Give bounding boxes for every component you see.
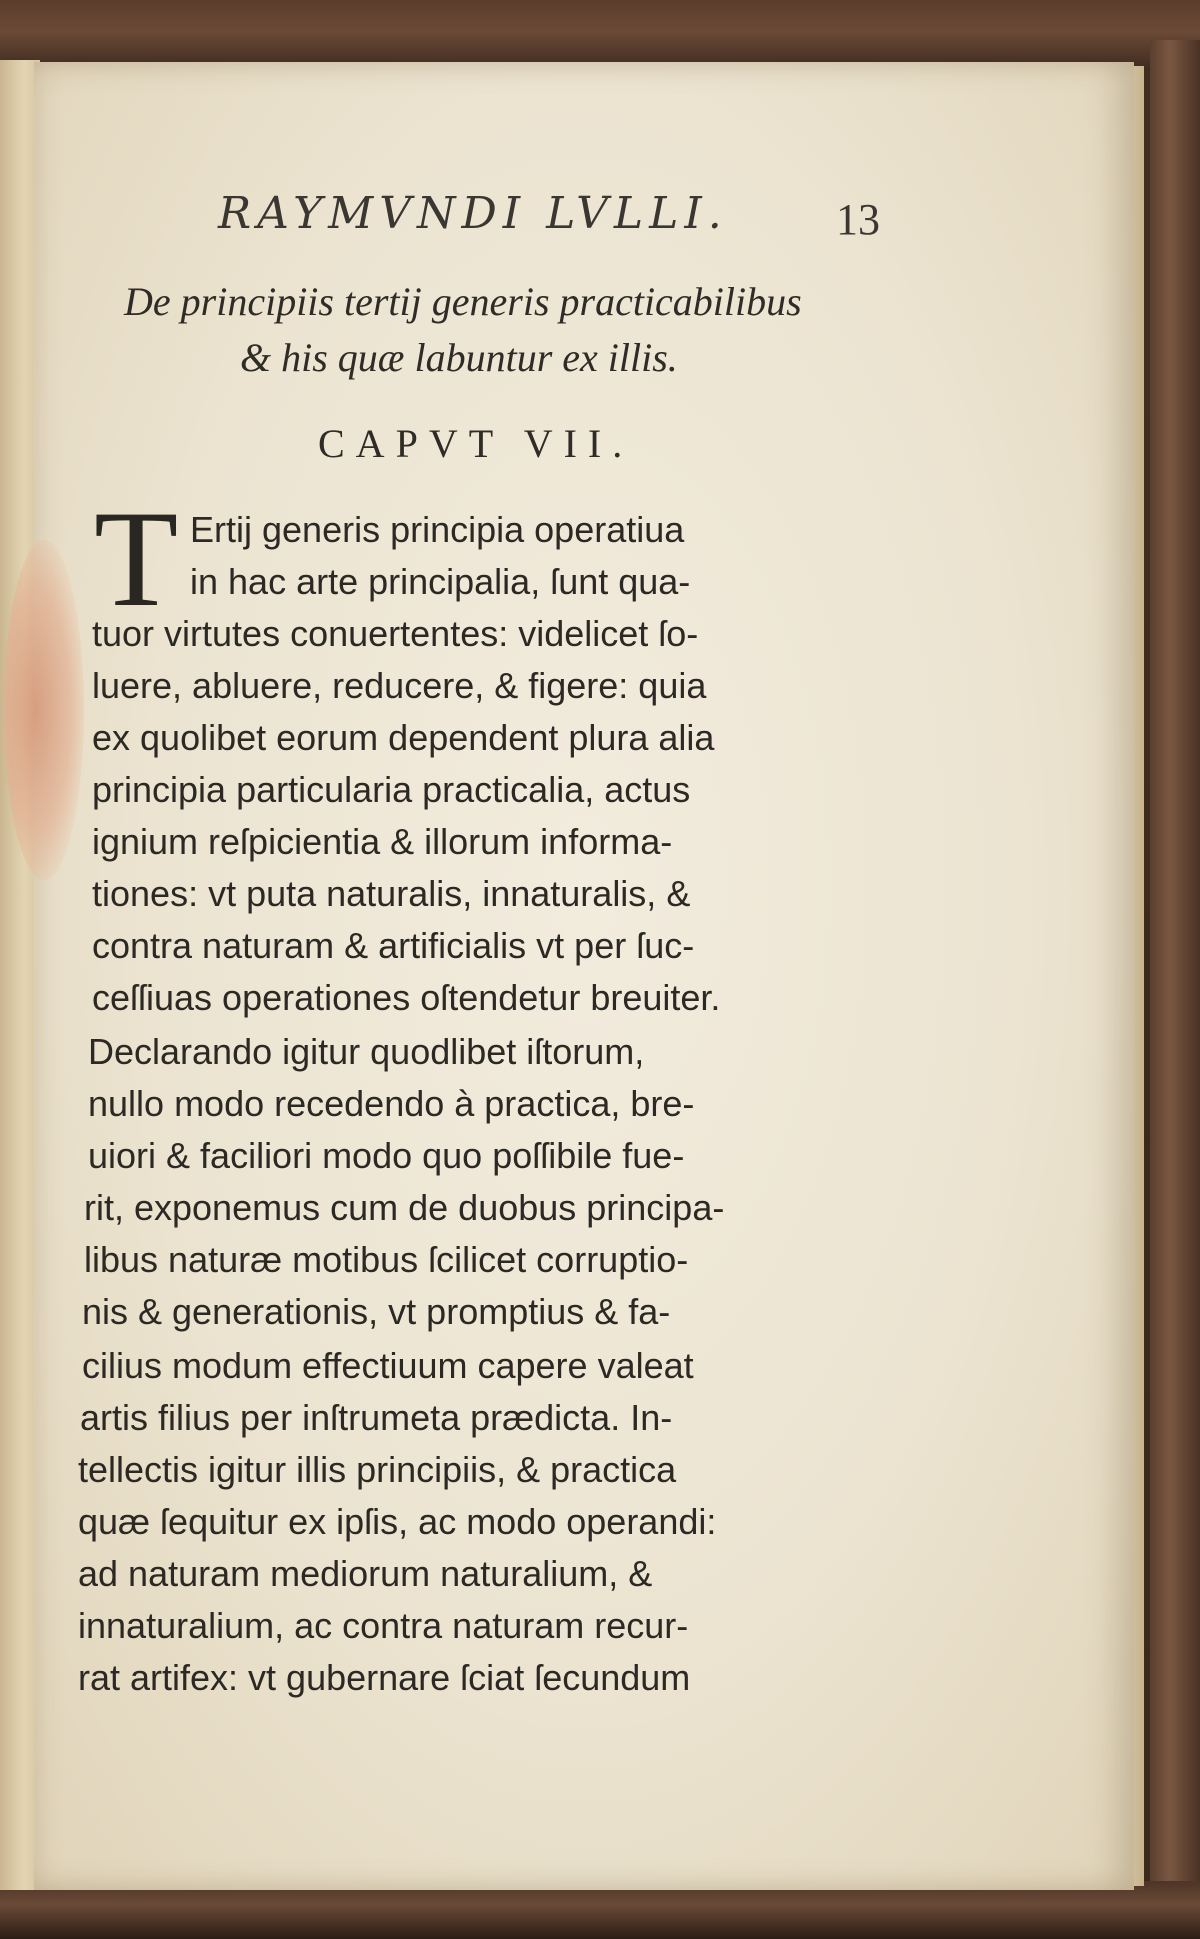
text-line: uiori & faciliori modo quo poſſibile fue- [88,1135,685,1176]
drop-cap: T [94,482,179,635]
text-line: tuor virtutes conuertentes: videlicet ſo- [92,613,699,654]
text-line: artis filius per inſtrumeta prædicta. In- [80,1397,673,1438]
text-line: tellectis igitur illis principiis, & practica [78,1449,677,1490]
page-number: 13 [836,195,880,244]
chapter-label: CAPVT VII. [318,421,634,466]
text-line: ceſſiuas operationes oſtendetur breuiter. [92,977,721,1018]
text-line: luere, abluere, reducere, & figere: quia [92,665,707,706]
chapter-title-line-2: & his quæ labuntur ex illis. [240,335,678,380]
text-line: nis & generationis, vt promptius & fa- [82,1291,671,1332]
running-head: RAYMVNDI LVLLI. [218,188,728,239]
text-line: quæ ſequitur ex ipſis, ac modo operandi: [78,1501,717,1542]
text-line: rat artifex: vt gubernare ſciat ſecundum [78,1657,691,1698]
text-line: cilius modum effectiuum capere valeat [82,1345,694,1386]
text-line: tiones: vt puta naturalis, innaturalis, & [92,873,691,914]
text-line: ignium reſpicientia & illorum informa- [92,821,673,862]
page-stain [4,540,84,880]
text-line: contra naturam & artificialis vt per ſuc- [92,925,695,966]
text-line: innaturalium, ac contra naturam recur- [78,1605,689,1646]
text-line: libus naturæ motibus ſcilicet corruptio- [84,1239,689,1280]
text-line: Declarando igitur quodlibet iſtorum, [88,1031,645,1072]
text-line: Ertij generis principia operatiua [190,509,685,550]
cover-board-right [1150,40,1200,1939]
text-line: nullo modo recedendo à practica, bre- [88,1083,695,1124]
text-line: in hac arte principalia, ſunt qua- [190,561,691,602]
text-line: ad naturam mediorum naturalium, & [78,1553,653,1594]
text-line: rit, exponemus cum de duobus principa- [84,1187,725,1228]
text-line: ex quolibet eorum dependent plura alia [92,717,715,758]
chapter-title-line-1: De principiis tertij generis practicabilibus [124,279,802,324]
text-line: principia particularia practicalia, actus [92,769,691,810]
cover-board-top [0,0,1200,70]
